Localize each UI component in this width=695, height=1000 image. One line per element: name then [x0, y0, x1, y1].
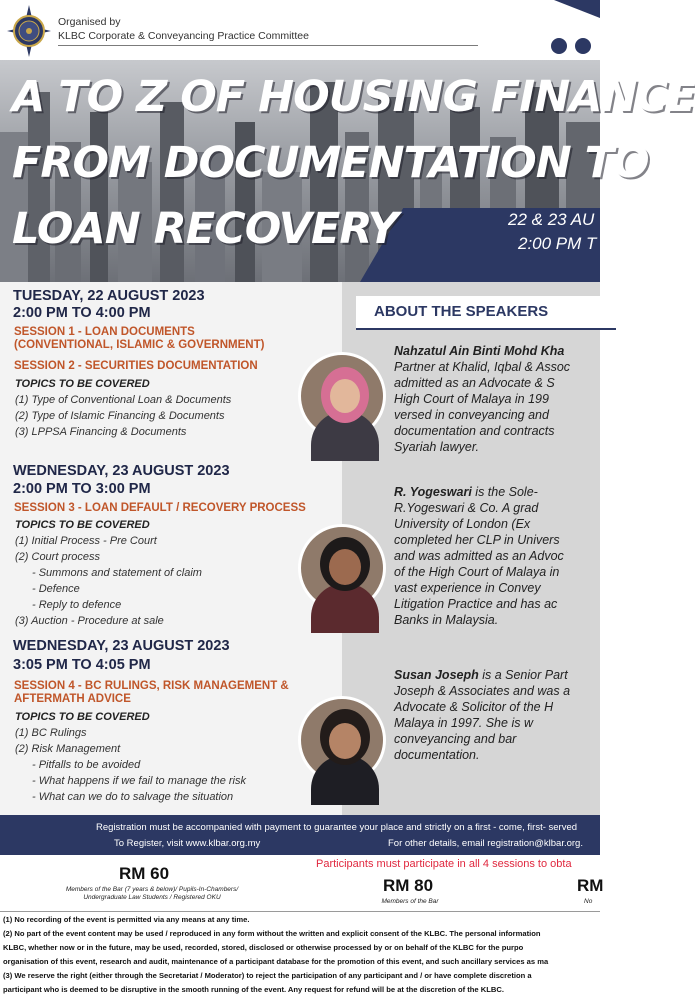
- speaker3-photo: [298, 696, 386, 784]
- bio-line: Litigation Practice and has ac: [394, 597, 558, 611]
- speaker2-bio: [394, 484, 600, 628]
- speaker-face: [329, 723, 361, 759]
- klbc-logo-icon: [6, 4, 52, 58]
- corner-decoration: [554, 0, 600, 18]
- session1-title: SESSION 1 - LOAN DOCUMENTS: [14, 326, 195, 338]
- bio-line: High Court of Malaya in 199: [394, 392, 549, 406]
- bio-line: Advocate & Solicitor of the H: [394, 700, 554, 714]
- bio-line: of the High Court of Malaya in: [394, 565, 560, 579]
- topic-item: (3) LPPSA Financing & Documents: [15, 426, 187, 438]
- topics-heading: TOPICS TO BE COVERED: [15, 711, 150, 723]
- bio-line: Banks in Malaysia.: [394, 613, 499, 627]
- bio-line: versed in conveyancing and: [394, 408, 549, 422]
- day1-heading: TUESDAY, 22 AUGUST 2023: [13, 288, 205, 304]
- contact-email[interactable]: For other details, email registration@klbar.org.: [388, 838, 583, 849]
- topic-subitem: - Reply to defence: [32, 599, 122, 611]
- price-tier2: RM 80: [383, 876, 434, 895]
- topic-item: (2) Court process: [15, 551, 100, 563]
- topic-item: (1) Type of Conventional Loan & Documents: [15, 394, 232, 406]
- topic-item: (1) Initial Process - Pre Court: [15, 535, 157, 547]
- day3-heading: WEDNESDAY, 23 AUGUST 2023: [13, 638, 230, 654]
- price-tier1-label: Undergraduate Law Students / Registered OKU: [83, 894, 221, 901]
- speaker-face: [329, 549, 361, 585]
- dot-decoration: [575, 38, 591, 54]
- bio-text: is the Sole-: [471, 485, 538, 499]
- speaker2-photo: [298, 524, 386, 612]
- bio-line: documentation.: [394, 748, 480, 762]
- header-divider: [58, 45, 478, 46]
- header: [0, 0, 600, 62]
- participation-note: Participants must participate in all 4 sessions to obta: [316, 858, 572, 870]
- speaker3-name: Susan Joseph: [394, 668, 479, 682]
- speaker2-name: R. Yogeswari: [394, 485, 472, 499]
- hero-banner: [0, 60, 695, 282]
- price-tier2-label: Members of the Bar: [381, 898, 439, 905]
- terms-line: (2) No part of the event content may be used / reproduced in any form without the written and explicit consent of the KLBC. The personal information: [3, 929, 541, 938]
- bio-line: and was admitted as an Advoc: [394, 549, 564, 563]
- day1-time: 2:00 PM TO 4:00 PM: [13, 305, 151, 321]
- price-tier1: RM 60: [119, 864, 170, 883]
- terms-line: organisation of this event, research and audit, maintenance of a participant database for the promotion of this event, and such ancillary services as ma: [3, 957, 549, 966]
- topic-subitem: - What can we do to salvage the situation: [32, 791, 234, 803]
- topic-subitem: - Summons and statement of claim: [32, 567, 202, 579]
- bio-line: vast experience in Convey: [394, 581, 541, 595]
- bio-line: University of London (Ex: [394, 517, 531, 531]
- topic-item: (1) BC Rulings: [15, 727, 87, 739]
- price-tier1-label: Members of the Bar (7 years & below)/ Pupils-In-Chambers/: [65, 886, 239, 893]
- terms-line: participant who is deemed to be disruptive in the smooth running of the event. Any request for refund will be at the discretion of the KLBC.: [3, 985, 504, 994]
- topic-subitem: - Defence: [32, 583, 80, 595]
- session3-title: SESSION 3 - LOAN DEFAULT / RECOVERY PROCESS: [14, 502, 306, 514]
- day2-heading: WEDNESDAY, 23 AUGUST 2023: [13, 463, 230, 479]
- skyline-building: [160, 102, 184, 282]
- bio-text: is a Senior Part: [478, 668, 568, 682]
- bio-line: conveyancing and bar: [394, 732, 517, 746]
- speaker-face: [330, 379, 360, 413]
- event-title-line1: A TO Z OF HOUSING FINANCE: [12, 72, 695, 122]
- terms-line: (1) No recording of the event is permitted via any means at any time.: [3, 915, 250, 924]
- session1-subtitle: (CONVENTIONAL, ISLAMIC & GOVERNMENT): [14, 339, 265, 351]
- speaker1-photo: [298, 352, 386, 440]
- event-dates: 22 & 23 AU: [508, 210, 595, 229]
- event-time: 2:00 PM T: [518, 234, 597, 253]
- topic-subitem: - What happens if we fail to manage the risk: [32, 775, 246, 787]
- day3-time: 3:05 PM TO 4:05 PM: [13, 657, 151, 673]
- bio-line: R.Yogeswari & Co. A grad: [394, 501, 539, 515]
- topics-heading: TOPICS TO BE COVERED: [15, 378, 150, 390]
- speaker1-name: Nahzatul Ain Binti Mohd Kha: [394, 344, 565, 358]
- day2-time: 2:00 PM TO 3:00 PM: [13, 481, 151, 497]
- bio-line: admitted as an Advocate & S: [394, 376, 555, 390]
- speakers-heading: ABOUT THE SPEAKERS: [374, 303, 549, 320]
- organiser-label: Organised by: [58, 16, 121, 28]
- topic-item: (3) Auction - Procedure at sale: [15, 615, 164, 627]
- session4-title: SESSION 4 - BC RULINGS, RISK MANAGEMENT &: [14, 680, 289, 692]
- bio-line: Syariah lawyer.: [394, 440, 479, 454]
- bio-line: Joseph & Associates and was a: [394, 684, 571, 698]
- price-tier3: RM: [577, 876, 604, 895]
- topics-heading: TOPICS TO BE COVERED: [15, 519, 150, 531]
- speaker1-bio: [394, 343, 600, 455]
- speaker3-bio: [394, 667, 600, 763]
- registration-banner: [0, 815, 600, 855]
- bio-line: Malaya in 1997. She is w: [394, 716, 533, 730]
- registration-note: Registration must be accompanied with payment to guarantee your place and strictly on a first - come, first- served: [96, 822, 578, 833]
- bio-line: documentation and contracts: [394, 424, 555, 438]
- event-title-line2: FROM DOCUMENTATION TO: [12, 138, 649, 188]
- bio-line: completed her CLP in Univers: [394, 533, 560, 547]
- topic-item: (2) Risk Management: [15, 743, 121, 755]
- topic-item: (2) Type of Islamic Financing & Documents: [15, 410, 225, 422]
- price-tier3-label: No: [584, 898, 593, 905]
- organiser-name: KLBC Corporate & Conveyancing Practice Committee: [58, 30, 309, 42]
- dot-decoration: [551, 38, 567, 54]
- terms-line: (3) We reserve the right (either through the Secretariat / Moderator) to reject the participation of any participant and / or have complete discretion a: [3, 971, 532, 980]
- session4-subtitle: AFTERMATH ADVICE: [14, 693, 131, 705]
- session2-title: SESSION 2 - SECURITIES DOCUMENTATION: [14, 360, 258, 372]
- topic-subitem: - Pitfalls to be avoided: [32, 759, 141, 771]
- event-title-line3: LOAN RECOVERY: [12, 204, 398, 254]
- bio-line: Partner at Khalid, Iqbal & Assoc: [394, 360, 571, 374]
- register-link[interactable]: To Register, visit www.klbar.org.my: [114, 838, 261, 849]
- terms-line: KLBC, whether now or in the future, may be used, recorded, stored, disclosed or otherwise processed by or on behalf of the KLBC for the purpo: [3, 943, 524, 952]
